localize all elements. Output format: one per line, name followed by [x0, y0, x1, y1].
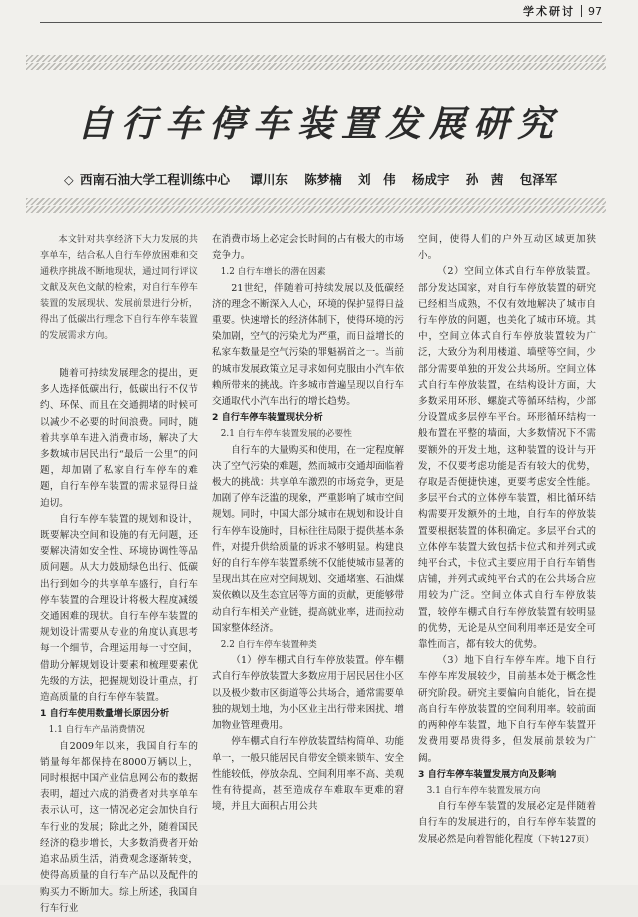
section-heading: 3 自行车停车装置发展方向及影响 — [418, 768, 557, 780]
section-heading: 1 自行车使用数量增长原因分析 — [40, 708, 170, 720]
paragraph: 21世纪，伴随着可持续发展以及低碳经济的理念不断深入人心，环境的保护显得日益重要。快速增长的经济体制下，使得环境的污染加剧，空气的污染尤为严重，而日益增长的私家车数量是空气污染的罪魁祸首之一。当前的城市发展政策立足寻求如何克服由小汽车依赖所带来的挑战。许多城市普遍呈现以自行车交通取代小汽车出行的增长趋势。 — [212, 282, 404, 408]
paragraph: 空间，使得人们的户外互动区域更加狭小。 — [418, 234, 596, 262]
decorative-band — [26, 206, 606, 213]
header-divider — [581, 5, 582, 17]
subsection-heading: 1.1 自行车产品消费情况 — [48, 725, 145, 736]
paragraph-text: 自行车停车装置的发展必定是伴随着自行车的发展进行的，自行车停车装置的发展必然是向着智能化程度 — [418, 801, 596, 845]
page-number: 97 — [588, 4, 602, 18]
header-rule — [40, 22, 602, 23]
author-name: 陈梦楠 — [304, 172, 342, 187]
subsection-heading: 3.1 自行车停车装置发展方向 — [426, 785, 541, 796]
paragraph: 自2009年以来，我国自行车的销量每年都保持在8000万辆以上，同时根据中国产业信息网公布的数据表明，超过六成的消费者对共享单车表示认可，这一情况必定会加快自行车行业的发展；除此之外，随着国民经济的稳步增长，大多数消费者开始追求品质生活，消费观念逐渐转变，使得高质量的自行车产品以及配件的购买力不断加大。综上所述，我国自行车行业 — [40, 740, 198, 914]
paragraph: 随着可持续发展理念的提出，更多人选择低碳出行，低碳出行不仅节约、环保、而且在交通拥堵的时候可以减少不必要的时间浪费。同时，随着共享单车进入消费市场，解决了大多数城市居民出行“最后一公里”的问题，却加剧了私家自行车停车的难题，自行车停车装置的需求显得日益迫切。 — [40, 368, 198, 509]
author-name: 包泽军 — [519, 172, 558, 187]
continuation-note: （下转127页） — [533, 834, 594, 845]
section-heading: 2 自行车停车装置现状分析 — [212, 412, 323, 424]
decorative-band — [26, 63, 606, 70]
author-name: 刘 伟 — [358, 172, 396, 187]
section-name: 学术研讨 — [523, 5, 575, 18]
subsection-heading: 2.2 自行车停车装置种类 — [220, 640, 317, 651]
paragraph: 自行车的大量购买和使用，在一定程度解决了空气污染的难题，然而城市交通却面临着极大的挑战：共享单车激烈的市场竞争，更是加剧了停车泛滥的现象，严重影响了城市空间规划。同时，中国大部分城市在规划和设计自行车停车设施时，目标往往局限于提供基本条件，对提升供给质量的诉求不够明显。构建良好的自行车停车装置系统不仅能使城市显著的呈现出其在应对空间规划、交通堵塞、石油煤炭依赖以及生态宜居等方面的贡献，更能够带动自行车相关产业链，提高就业率，进而拉动国家整体经济。 — [212, 444, 404, 634]
paragraph — [418, 799, 596, 848]
paragraph: （2）空间立体式自行车停放装置。部分发达国家，对自行车停放装置的研究已经相当成熟，不仅有效地解决了城市自行车停放的问题，也美化了城市环境。其中，空间立体式自行车停放装置较为广泛，大致分为利用楼道、墙壁等空间，少部分需要单独的开发公共场所。空间立体式自行车停放装置，在结构设计方面，大多数采用环形、螺旋式等循环结构，少部分设置成多层停车平台。环形循环结构一般布置在平整的墙面，大多数情况下不需要额外的开发土地，这种装置的设计与开发，不仅要考虑功能是否有较大的优势，存取是否便捷快速，更要考虑安全性能。多层平台式的立体停车装置，相比循环结构需要开发额外的土地，自行车的停放装置要根据装置的体积确定。多层平台式的立体停车装置大致包括卡位式和并列式或纯平台式，卡位式主要应用于自行车销售店铺，并列式或纯平台式的在公共场合应用较为广泛。空间立体式自行车停放装置，较停车棚式自行车停放装置有较明显的优势，无论是从空间利用率还是安全可靠性而言，都有较大的优势。 — [418, 266, 596, 651]
column-2 — [212, 232, 404, 815]
paragraph: （1）停车棚式自行车停放装置。停车棚式自行车停放装置大多数应用于居民居住小区以及极少数市区街道等公共场合，通常需要单独的规划土地，为小区业主出行带来困扰、增加物业管理费用。 — [212, 655, 404, 732]
column-3 — [418, 232, 596, 848]
paragraph: 自行车停车装置的规划和设计，既要解决空间和设施的有无问题，还要解决清如安全性、环境协调性等品质问题。从大力鼓励绿色出行、低碳出行到如今的共享单车盛行，自行车停车装置的合理设计将极大程度减缓交通困难的现状。自行车停车装置的规划设计需要从专业的角度认真思考每一个细节，合理运用每一寸空间，借助分解规划设计要素和梳理要素优先级的方法，把握规划设计重点，打造高质量的自行车停车装置。 — [40, 513, 198, 704]
column-1 — [40, 232, 198, 917]
author-name: 孙 茜 — [465, 172, 504, 187]
subsection-heading: 1.2 自行车增长的潜在因素 — [220, 267, 326, 278]
abstract: 本文针对共享经济下大力发展的共享单车，结合私人自行车停放困难和交通秩序挑战不断地现状，通过同行评议文献及灰色文献的检索，对自行车停车装置的发展现状、发展前景进行分析，得出了低碳出行理念下自行车停车装置的发展需求方向。 — [40, 234, 198, 341]
affiliation: 西南石油大学工程训练中心 — [79, 172, 230, 187]
running-header — [523, 0, 602, 22]
author-line — [64, 170, 569, 188]
paragraph: 停车棚式自行车停放装置结构简单、功能单一，一般只能居民自带安全锁来锁车、安全性能较低，停放杂乱、空间利用率不高、美观性有待提高，甚至造成存车难取车更难的窘境，并且大面积占用公共 — [212, 736, 404, 813]
paragraph: 在消费市场上必定会长时间的占有极大的市场竞争力。 — [212, 234, 404, 262]
author-name: 杨成宇 — [411, 172, 450, 187]
diamond-icon: ◇ — [64, 172, 74, 187]
paragraph: （3）地下自行车停车库。地下自行车停车库发展较少，目前基本处于概念性研究阶段。研究主要偏向自能化，旨在提高自行车停放装置的空间利用率。较前面的两种停车装置，地下自行车停车装置开发费用要昂贵得多，但发展前景较为广阔。 — [418, 655, 596, 764]
article-title: 自行车停车装置发展研究 — [76, 103, 561, 145]
decorative-band — [26, 55, 606, 62]
author-name: 谭川东 — [250, 172, 288, 187]
decorative-band — [26, 198, 606, 205]
subsection-heading: 2.1 自行车停车装置发展的必要性 — [220, 429, 352, 440]
